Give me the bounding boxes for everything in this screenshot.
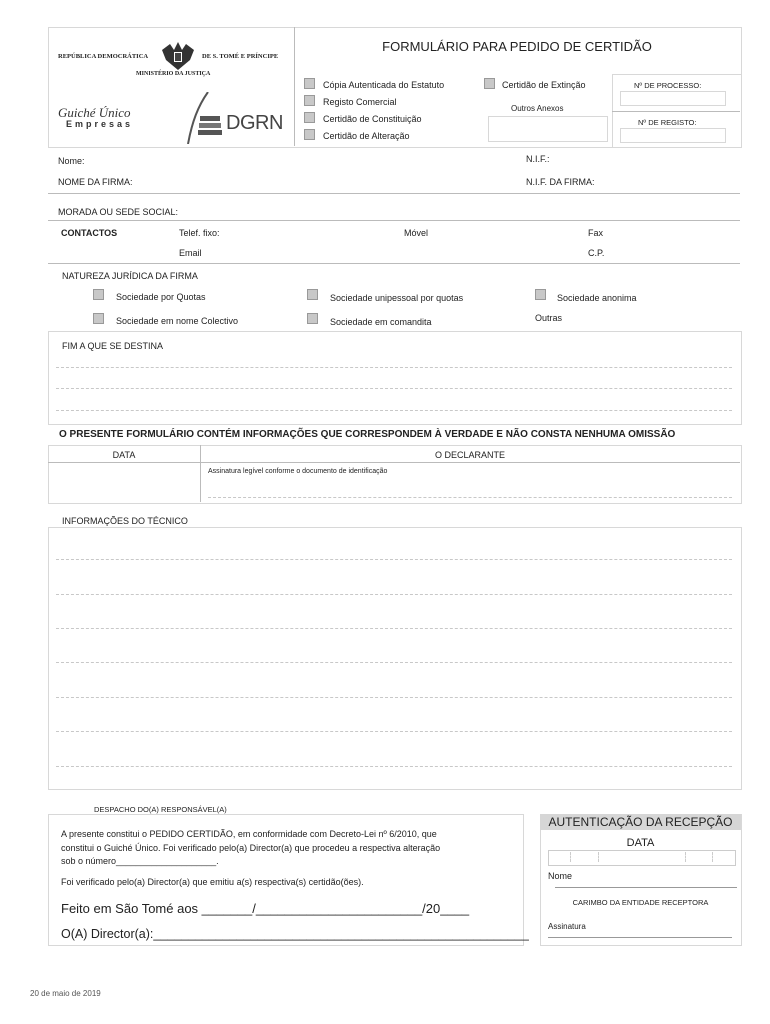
- option-sociedade-unipessoal: Sociedade unipessoal por quotas: [330, 293, 464, 303]
- date-sep-4: [712, 852, 713, 862]
- tecnico-frame: [48, 527, 742, 790]
- processo-field[interactable]: [620, 91, 726, 106]
- tecnico-line-5: [56, 697, 732, 698]
- checkbox-sociedade-anonima[interactable]: [535, 289, 546, 300]
- email-label: Email: [179, 248, 202, 258]
- checkbox-sociedade-unipessoal[interactable]: [307, 289, 318, 300]
- tecnico-line-3: [56, 628, 732, 629]
- tecnico-line-2: [56, 594, 732, 595]
- date-sep-3: [685, 852, 686, 862]
- option-certidao-extincao: Certidão de Extinção: [502, 80, 586, 90]
- checkbox-certidao-constituicao[interactable]: [304, 112, 315, 123]
- morada-label: MORADA OU SEDE SOCIAL:: [58, 207, 179, 217]
- movel-label: Móvel: [404, 228, 429, 238]
- option-sociedade-nome-colectivo: Sociedade em nome Colectivo: [116, 316, 239, 326]
- autenticacao-data: DATA: [626, 837, 655, 849]
- contactos-label: CONTACTOS: [61, 228, 118, 238]
- guiche-logo-line1: Guiché Único: [58, 105, 131, 120]
- tecnico-line-1: [56, 559, 732, 560]
- registo-label: Nº DE REGISTO:: [638, 118, 697, 127]
- coat-of-arms-icon: [160, 40, 196, 72]
- divider-firma: [48, 193, 740, 194]
- nome-firma-label: NOME DA FIRMA:: [58, 177, 133, 187]
- telef-label: Telef. fixo:: [179, 228, 220, 238]
- republic-left: REPÚBLICA DEMOCRÁTICA: [58, 53, 149, 60]
- processo-label: Nº DE PROCESSO:: [634, 81, 702, 90]
- nome-label: Nome:: [58, 156, 85, 166]
- guiche-logo: [58, 106, 188, 132]
- nif-firma-label: N.I.F. DA FIRMA:: [526, 177, 595, 187]
- autenticacao-assinatura-line[interactable]: [548, 937, 732, 938]
- autenticacao-assinatura: Assinatura: [548, 922, 586, 931]
- checkbox-registo-comercial[interactable]: [304, 95, 315, 106]
- tecnico-line-7: [56, 766, 732, 767]
- divider-morada: [48, 220, 740, 221]
- fax-label: Fax: [588, 228, 604, 238]
- declaracao-statement: O PRESENTE FORMULÁRIO CONTÉM INFORMAÇÕES QUE CORRESPONDEM À VERDADE E NÃO CONSTA NENHUMA OMISSÃO: [59, 429, 676, 440]
- despacho-line-4: Foi verificado pelo(a) Director(a) que emitiu a(s) respectiva(s) certidão(ões).: [61, 877, 364, 887]
- date-sep-1: [570, 852, 571, 862]
- director-signature-line[interactable]: O(A) Director(a):______________________________________________________: [61, 927, 529, 941]
- date-sep-2: [598, 852, 599, 862]
- option-copia-autenticada: Cópia Autenticada do Estatuto: [323, 80, 445, 90]
- ministry-name: MINISTÉRIO DA JUSTIÇA: [136, 71, 211, 77]
- divider-contactos: [48, 263, 740, 264]
- dgrn-books-icon: [198, 112, 224, 140]
- dgrn-logo-text: DGRN: [226, 112, 283, 134]
- footer-date: 20 de maio de 2019: [30, 989, 101, 998]
- guiche-logo-line2: Empresas: [66, 119, 134, 129]
- checkbox-sociedade-nome-colectivo[interactable]: [93, 313, 104, 324]
- option-sociedade-anonima: Sociedade anonima: [557, 293, 637, 303]
- despacho-line-2: constitui o Guiché Único. Foi verificado pelo(a) Director(a) que procedeu a respectiva alteração: [61, 843, 441, 853]
- checkbox-certidao-alteracao[interactable]: [304, 129, 315, 140]
- option-certidao-alteracao: Certidão de Alteração: [323, 131, 410, 141]
- form-title: FORMULÁRIO PARA PEDIDO DE CERTIDÃO: [382, 39, 652, 54]
- checkbox-copia-autenticada[interactable]: [304, 78, 315, 89]
- declaracao-data-header: DATA: [112, 450, 136, 460]
- fim-line-3: [56, 410, 732, 411]
- autenticacao-date-field[interactable]: [548, 850, 736, 866]
- processo-registo-divider: [612, 111, 740, 112]
- checkbox-certidao-extincao[interactable]: [484, 78, 495, 89]
- nif-label: N.I.F.:: [526, 154, 550, 164]
- despacho-line-1: A presente constitui o PEDIDO CERTIDÃO, em conformidade com Decreto-Lei nº 6/2010, que: [61, 829, 437, 839]
- despacho-title: DESPACHO DO(A) RESPONSÁVEL(A): [94, 805, 227, 814]
- declaracao-declarante-header: O DECLARANTE: [434, 450, 505, 460]
- autenticacao-nome-line[interactable]: [555, 887, 737, 888]
- outros-anexos-label: Outros Anexos: [511, 104, 564, 113]
- despacho-line-3: sob o número____________________.: [61, 856, 219, 866]
- assinatura-note: Assinatura legível conforme o documento de identificação: [208, 468, 388, 475]
- outros-anexos-field[interactable]: [488, 116, 608, 142]
- fim-title: FIM A QUE SE DESTINA: [62, 341, 164, 351]
- fim-line-1: [56, 367, 732, 368]
- option-registo-comercial: Registo Comercial: [323, 97, 397, 107]
- checkbox-sociedade-comandita[interactable]: [307, 313, 318, 324]
- outras-label: Outras: [535, 313, 563, 323]
- tecnico-line-6: [56, 731, 732, 732]
- option-sociedade-quotas: Sociedade por Quotas: [116, 292, 206, 302]
- checkbox-sociedade-quotas[interactable]: [93, 289, 104, 300]
- autenticacao-nome: Nome: [548, 871, 573, 881]
- declarante-signature-line[interactable]: [208, 497, 732, 498]
- option-sociedade-comandita: Sociedade em comandita: [330, 317, 432, 327]
- cp-label: C.P.: [588, 248, 605, 258]
- tecnico-line-4: [56, 662, 732, 663]
- registo-field[interactable]: [620, 128, 726, 143]
- fim-line-2: [56, 388, 732, 389]
- autenticacao-title: AUTENTICAÇÃO DA RECEPÇÃO: [540, 814, 741, 830]
- natureza-title: NATUREZA JURÍDICA DA FIRMA: [62, 271, 198, 281]
- tecnico-title: INFORMAÇÕES DO TÉCNICO: [62, 516, 188, 526]
- option-certidao-constituicao: Certidão de Constituição: [323, 114, 422, 124]
- autenticacao-carimbo: CARIMBO DA ENTIDADE RECEPTORA: [572, 898, 709, 907]
- declaracao-header-line: [48, 462, 740, 463]
- feito-em-line[interactable]: Feito em São Tomé aos _______/_______________________/20____: [61, 901, 470, 916]
- republic-right: DE S. TOMÉ E PRÍNCIPE: [202, 53, 279, 60]
